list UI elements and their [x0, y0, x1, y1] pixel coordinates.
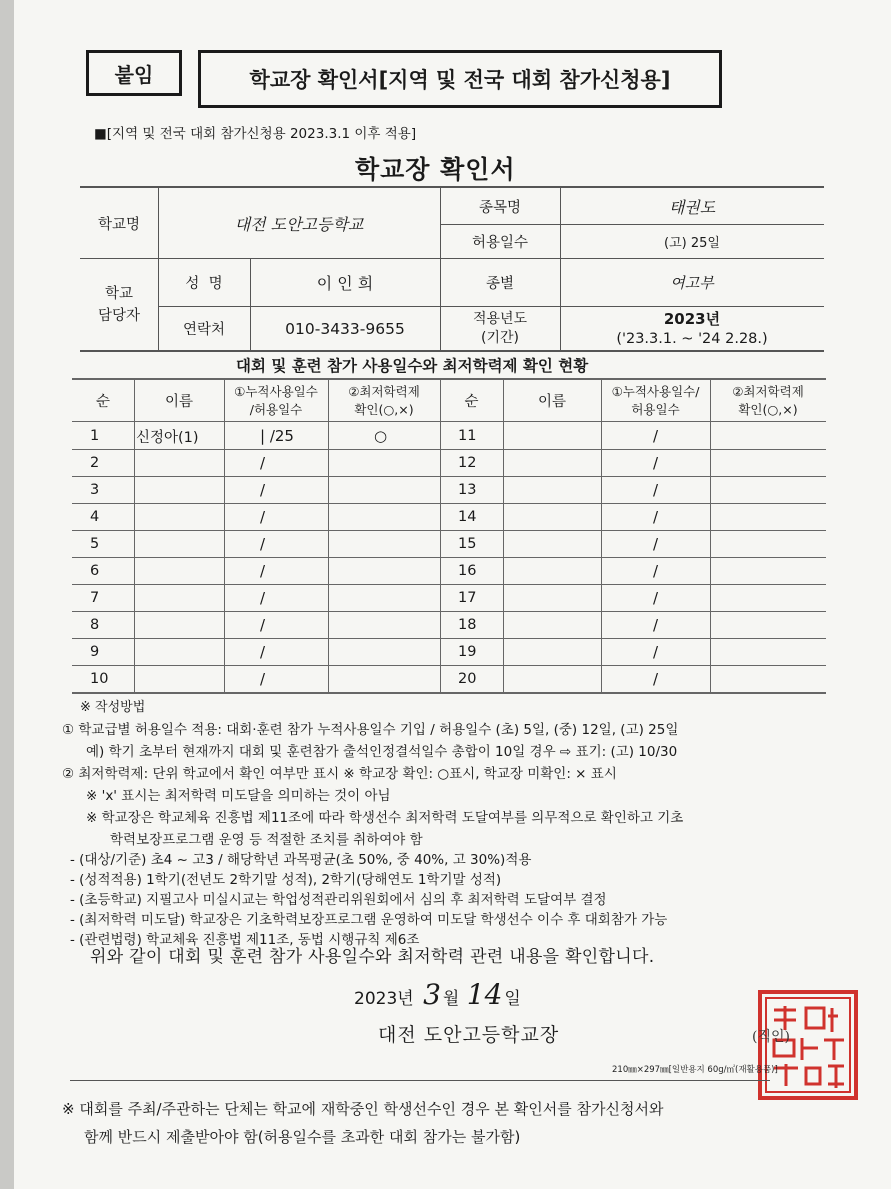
row-right-4-check — [710, 504, 826, 530]
instruction-line-7: 학력보장프로그램 운영 등 적절한 조치를 취하여야 함 — [110, 832, 423, 848]
row-left-8-check — [328, 612, 440, 638]
row-left-2-name — [134, 450, 224, 476]
row-left-9-days: / — [260, 643, 266, 661]
row-left-8-days: / — [260, 616, 266, 634]
instruction-line-4: ② 최저학력제: 단위 학교에서 확인 여부만 표시 ※ 학교장 확인: ○표시, 학교장 미확인: × 표시 — [62, 766, 617, 782]
row-right-2-name — [503, 450, 601, 476]
row-left-5-no: 5 — [90, 536, 100, 552]
row-left-1-name: 신정아(1) — [136, 429, 199, 446]
year-value — [560, 307, 824, 350]
header-min-right-line1: ②최저학력제 — [732, 383, 804, 399]
row-right-10-name — [503, 666, 601, 692]
seal-text: (직인) — [752, 1029, 790, 1045]
instruction-line-10: - (초등학교) 지필고사 미실시교는 학업성적관리위원회에서 심의 후 최저학력 도달여부 결정 — [70, 892, 607, 908]
row-left-9-check — [328, 639, 440, 665]
row-left-5-name — [134, 531, 224, 557]
school-value: 대전 도안고등학교 — [234, 214, 364, 234]
date-month: 3 — [423, 978, 441, 1011]
row-right-9-no: 19 — [458, 644, 477, 660]
staff-label-line1: 학교 — [104, 285, 133, 302]
row-right-10-no: 20 — [458, 671, 477, 687]
row-left-5-days: / — [260, 535, 266, 553]
category-value: 여고부 — [670, 274, 714, 292]
header-name-right: 이름 — [537, 394, 566, 410]
instruction-line-6: ※ 학교장은 학교체육 진흥법 제11조에 따라 학생선수 최저학력 도달여부를 의무적으로 확인하고 기초 — [86, 810, 684, 826]
row-left-9-name — [134, 639, 224, 665]
header-days-right — [601, 380, 710, 421]
instruction-line-1: ※ 작성방법 — [80, 700, 146, 715]
row-left-10-days: / — [260, 670, 266, 688]
row-left-6-no: 6 — [90, 563, 100, 579]
sport-label: 종목명 — [478, 199, 522, 216]
row-left-7-check — [328, 585, 440, 611]
row-left-4-check — [328, 504, 440, 530]
header-min-right-line2: 확인(○,×) — [738, 401, 798, 417]
date-day: 14 — [466, 978, 503, 1011]
row-right-7-days: / — [653, 589, 659, 607]
row-left-1-no: 1 — [90, 428, 100, 444]
row-right-9-name — [503, 639, 601, 665]
row-right-5-no: 15 — [458, 536, 477, 552]
row-left-9-no: 9 — [90, 644, 100, 660]
row-left-10-name — [134, 666, 224, 692]
row-left-4-days: / — [260, 508, 266, 526]
official-seal — [752, 990, 858, 1100]
row-right-8-days: / — [653, 616, 659, 634]
row-left-3-no: 3 — [90, 482, 100, 498]
row-right-7-check — [710, 585, 826, 611]
row-right-2-check — [710, 450, 826, 476]
row-left-3-check — [328, 477, 440, 503]
attachment-tag — [86, 50, 182, 96]
header-min-left-line2: 확인(○,×) — [354, 401, 414, 417]
header-days-right-line1: ①누적사용일수/ — [611, 383, 700, 399]
applicability-note: ■[지역 및 전국 대회 참가신청용 2023.3.1 이후 적용] — [94, 126, 417, 142]
row-right-10-days: / — [653, 670, 659, 688]
row-right-4-name — [503, 504, 601, 530]
row-right-7-no: 17 — [458, 590, 477, 606]
staff-label — [80, 259, 158, 350]
row-right-8-name — [503, 612, 601, 638]
date-day-unit: 일 — [504, 989, 521, 1009]
row-right-9-days: / — [653, 643, 659, 661]
allowed-days-label: 허용일수 — [471, 234, 529, 251]
instruction-line-12: - (관련법령) 학교체육 진흥법 제11조, 동법 시행규칙 제6조 — [70, 932, 420, 948]
header-no-right: 순 — [464, 394, 479, 410]
row-left-6-days: / — [260, 562, 266, 580]
header-title-box — [198, 50, 722, 108]
instruction-line-2: ① 학교급별 허용일수 적용: 대회·훈련 참가 누적사용일수 기입 / 허용일수 (초) 5일, (중) 12일, (고) 25일 — [62, 722, 679, 738]
footer-divider — [70, 1080, 770, 1081]
year-value-year: 2023년 — [663, 309, 721, 328]
staff-label-line2: 담당자 — [97, 307, 141, 324]
row-left-3-days: / — [260, 481, 266, 499]
footer-note-line1: ※ 대회를 주최/주관하는 단체는 학교에 재학중인 학생선수인 경우 본 확인서를 참가신청서와 — [62, 1100, 664, 1118]
row-left-7-days: / — [260, 589, 266, 607]
row-right-1-name — [503, 423, 601, 449]
row-right-3-check — [710, 477, 826, 503]
attachment-tag-label: 붙임 — [114, 62, 154, 87]
usage-table-title: 대회 및 훈련 참가 사용일수와 최저학력제 확인 현황 — [236, 357, 589, 375]
row-right-5-check — [710, 531, 826, 557]
header-days-left-line2: /허용일수 — [249, 401, 303, 417]
row-left-6-check — [328, 558, 440, 584]
row-left-4-no: 4 — [90, 509, 100, 525]
row-left-7-name — [134, 585, 224, 611]
row-left-1-check: ○ — [374, 427, 388, 445]
row-right-4-days: / — [653, 508, 659, 526]
name-label: 성 명 — [185, 276, 223, 292]
instruction-line-8: - (대상/기준) 초4 ~ 고3 / 해당학년 과목평균(초 50%, 중 40%, 고 30%)적용 — [70, 852, 532, 868]
header-days-left-line1: ①누적사용일수 — [234, 383, 318, 399]
footer-note-line2: 함께 반드시 제출받아야 함(허용일수를 초과한 대회 참가는 불가함) — [84, 1128, 521, 1146]
row-left-2-check — [328, 450, 440, 476]
row-right-6-no: 16 — [458, 563, 477, 579]
row-left-6-name — [134, 558, 224, 584]
header-no-left: 순 — [95, 394, 110, 410]
row-left-10-no: 10 — [90, 671, 109, 687]
row-right-8-no: 18 — [458, 617, 477, 633]
row-right-3-no: 13 — [458, 482, 477, 498]
row-right-5-days: / — [653, 535, 659, 553]
contact-label: 연락처 — [182, 322, 226, 338]
instruction-line-11: - (최저학력 미도달) 학교장은 기초학력보장프로그램 운영하여 미도달 학생선수 이수 후 대회참가 가능 — [70, 912, 668, 928]
date-year: 2023년 — [354, 989, 414, 1009]
school-label: 학교명 — [97, 216, 141, 233]
row-left-4-name — [134, 504, 224, 530]
instruction-line-3: 예) 학기 초부터 현재까지 대회 및 훈련참가 출석인정결석일수 총합이 10일 경우 ⇨ 표기: (고) 10/30 — [86, 744, 678, 760]
row-right-6-days: / — [653, 562, 659, 580]
row-right-3-days: / — [653, 481, 659, 499]
year-label — [440, 307, 560, 350]
row-right-2-days: / — [653, 454, 659, 472]
row-right-9-check — [710, 639, 826, 665]
row-right-7-name — [503, 585, 601, 611]
signature-date — [354, 978, 521, 1011]
header-days-right-line2: 허용일수 — [631, 401, 680, 417]
row-left-8-name — [134, 612, 224, 638]
paper-spec: 210㎜×297㎜[일반용지 60g/㎡(재활용품)] — [612, 1065, 778, 1075]
year-label-line2: (기간) — [481, 329, 519, 346]
confirmation-statement: 위와 같이 대회 및 훈련 참가 사용일수와 최저학력 관련 내용을 확인합니다. — [90, 947, 655, 967]
year-label-line1: 적용년도 — [472, 310, 528, 327]
allowed-days-value: (고) 25일 — [664, 235, 720, 251]
name-value: 이 인 희 — [316, 274, 374, 293]
header-title: 학교장 확인서[지역 및 전국 대회 참가신청용] — [249, 68, 671, 92]
header-min-left — [328, 380, 440, 421]
row-right-6-check — [710, 558, 826, 584]
row-right-6-name — [503, 558, 601, 584]
row-right-3-name — [503, 477, 601, 503]
header-days-left — [224, 380, 328, 421]
row-left-1-days: | /25 — [260, 427, 294, 445]
year-value-period: ('23.3.1. ~ '24 2.28.) — [616, 330, 768, 347]
document-title: 학교장 확인서 — [355, 155, 516, 184]
header-min-right — [710, 380, 826, 421]
contact-value: 010-3433-9655 — [285, 319, 405, 338]
row-left-5-check — [328, 531, 440, 557]
row-right-1-days: / — [653, 427, 659, 445]
row-right-5-name — [503, 531, 601, 557]
row-left-2-days: / — [260, 454, 266, 472]
instruction-line-5: ※ 'x' 표시는 최저학력 미도달을 의미하는 것이 아님 — [86, 788, 391, 804]
row-left-8-no: 8 — [90, 617, 100, 633]
row-right-2-no: 12 — [458, 455, 477, 471]
row-right-1-no: 11 — [458, 428, 477, 444]
sport-value: 태권도 — [668, 197, 716, 217]
header-min-left-line1: ②최저학력제 — [348, 383, 420, 399]
signer-name: 대전 도안고등학교장 — [378, 1024, 560, 1046]
date-month-unit: 월 — [442, 989, 460, 1009]
row-left-2-no: 2 — [90, 455, 100, 471]
category-label: 종별 — [485, 276, 514, 292]
row-right-4-no: 14 — [458, 509, 477, 525]
row-left-10-check — [328, 666, 440, 692]
row-left-7-no: 7 — [90, 590, 100, 606]
row-right-10-check — [710, 666, 826, 692]
instruction-line-9: - (성적적용) 1학기(전년도 2학기말 성적), 2학기(당해연도 1학기말 성적) — [70, 872, 502, 888]
row-right-1-check — [710, 423, 826, 449]
header-name-left: 이름 — [164, 394, 193, 410]
row-left-3-name — [134, 477, 224, 503]
row-right-8-check — [710, 612, 826, 638]
